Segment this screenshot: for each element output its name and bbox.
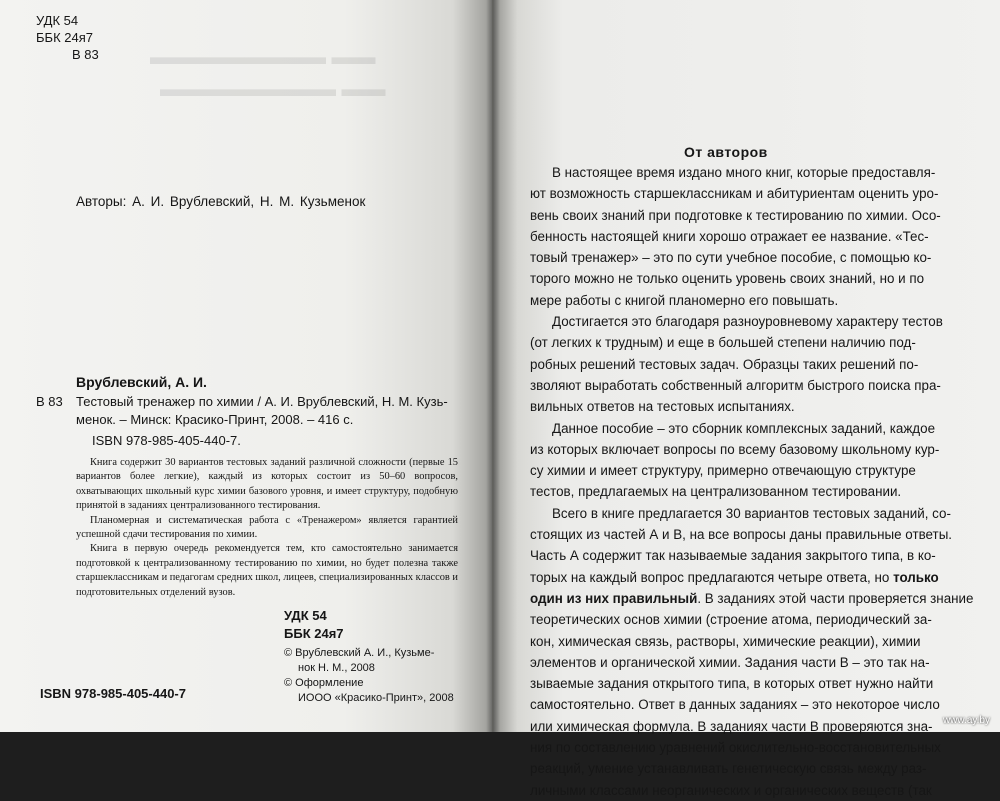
text-line: товый тренажер» – это по сути учебное пособие, с помощью ко- [530, 250, 932, 266]
annotation-paragraph-3: Книга в первую очередь рекомендуется тем, кто самостоятельно занимается подготовкой к централизованному тестированию по химии, но будет полезна также старшеклассникам и педагогам средних школ, лицеев, специализированных классов и подготовительных отделений вузов. [76, 543, 458, 598]
copyright-line-2: нок Н. М., 2008 [298, 662, 375, 674]
left-page [0, 0, 492, 732]
copyright-line-1: © Врублевский А. И., Кузьме- [284, 647, 435, 659]
section-title: От авторов [684, 144, 768, 160]
catalog-author-name: Врублевский, А. И. [76, 374, 207, 390]
index-udk-2: УДК 54 [284, 608, 327, 623]
text-line: самостоятельно. Ответ в данных заданиях – это некоторое число [530, 697, 940, 713]
text-line-with-bold [530, 588, 973, 609]
text-line: личными классами неорганических и органических веществ (так [530, 782, 932, 798]
annotation-paragraph-2: Планомерная и систематическая работа с «Тренажером» является гарантией успешной сдачи тестирования по химии. [76, 514, 458, 541]
text-line: торого можно не только оценить уровень своих знаний, но и по [530, 271, 925, 287]
bold-fragment-one-correct: один из них правильный [530, 590, 698, 606]
text-line: стоящих из частей А и В, на все вопросы даны правильные ответы. [530, 527, 953, 543]
catalog-isbn: ISBN 978-985-405-440-7. [92, 433, 241, 448]
paragraph-2 [530, 311, 973, 417]
text-line-with-bold [530, 567, 973, 588]
text-line: зываемые задания открытого типа, в которых ответ нужно найти [530, 676, 934, 692]
text-line: В настоящее время издано много книг, которые предоставля- [552, 165, 936, 180]
body-text [530, 162, 973, 801]
text-line: элементов и органической химии. Задания части В – это так на- [530, 654, 930, 670]
paragraph-3 [530, 418, 973, 503]
catalog-line-1: Тестовый тренажер по химии / А. И. Врублевский, Н. М. Кузь- [76, 394, 448, 409]
copyright-line-4: ИООО «Красико-Принт», 2008 [298, 692, 454, 704]
book-gutter [486, 0, 500, 732]
text-line: бенность настоящей книги хорошо отражает ее название. «Тес- [530, 228, 929, 244]
text-fragment: . В заданиях этой части проверяется знание [697, 590, 974, 606]
catalog-call-number: В 83 [36, 394, 63, 409]
show-through-1: ▬▬ ▬▬▬▬▬▬▬▬ [150, 44, 376, 69]
text-line: кон, химическая связь, растворы, химические реакции), химии [530, 633, 921, 649]
paragraph-1 [530, 162, 973, 311]
text-line: вень своих знаний при подготовке к тестированию по химии. Осо- [530, 207, 941, 223]
isbn-bottom: ISBN 978-985-405-440-7 [40, 686, 186, 701]
text-line: ют возможность старшеклассникам и абитуриентам оценить уро- [530, 186, 939, 202]
annotation-paragraph-1: Книга содержит 30 вариантов тестовых заданий различной сложности (первые 15 вариантов более легкие), каждый из которых состоит из 50–60 вопросов, охватывающих школьный курс химии базового уровня, и имеет структуру, подобную принятой в заданиях централизованного тестирования. [76, 457, 458, 512]
text-fragment: торых на каждый вопрос предлагаются четыре ответа, но [530, 569, 890, 585]
text-line: (от легких к трудным) и еще в большей степени наличию под- [530, 335, 916, 351]
text-line: робных решений тестовых задач. Образцы таких решений по- [530, 356, 919, 372]
watermark: www.ay.by [942, 715, 990, 726]
index-bbk: ББК 24я7 [36, 30, 93, 45]
catalog-line-2: менок. – Минск: Красико-Принт, 2008. – 416 с. [76, 412, 354, 427]
text-line: Всего в книге предлагается 30 вариантов тестовых заданий, со- [552, 505, 951, 521]
index-bbk-2: ББК 24я7 [284, 626, 344, 641]
text-line: Достигается это благодаря разноуровневому характеру тестов [552, 314, 943, 330]
text-line: или химическая формула. В заданиях части В проверяются зна- [530, 718, 933, 734]
text-line: су химии и имеет структуру, примерно отвечающую структуре [530, 463, 916, 479]
authors-line: Авторы: А. И. Врублевский, Н. М. Кузьменок [76, 194, 366, 209]
index-udk: УДК 54 [36, 13, 79, 28]
text-line: Данное пособие – это сборник комплексных заданий, каждое [552, 420, 936, 436]
text-line: вильных ответов на тестовых испытаниях. [530, 399, 795, 415]
text-line: теоретических основ химии (строение атома, периодический за- [530, 612, 932, 628]
bold-fragment-only: только [893, 569, 939, 585]
show-through-2: ▬▬ ▬▬▬▬▬▬▬▬ [160, 76, 386, 101]
text-line: реакций, умение устанавливать генетическую связь между раз- [530, 761, 927, 777]
text-line: Часть А содержит так называемые задания закрытого типа, в ко- [530, 548, 936, 564]
text-line: из которых включает вопросы по всему базовому школьному кур- [530, 441, 940, 457]
text-line: мере работы с книгой планомерно его повышать. [530, 292, 839, 308]
index-author-mark: В 83 [72, 47, 99, 62]
copyright-line-3: © Оформление [284, 677, 364, 689]
annotation-block [76, 456, 458, 600]
paragraph-4 [530, 503, 973, 801]
text-line: тестов, предлагаемых на централизованном тестировании. [530, 484, 902, 500]
text-line: зволяют выработать собственный алгоритм быстрого поиска пра- [530, 377, 941, 393]
text-line: ния по составлению уравнений окислительно-восстановительных [530, 740, 941, 756]
